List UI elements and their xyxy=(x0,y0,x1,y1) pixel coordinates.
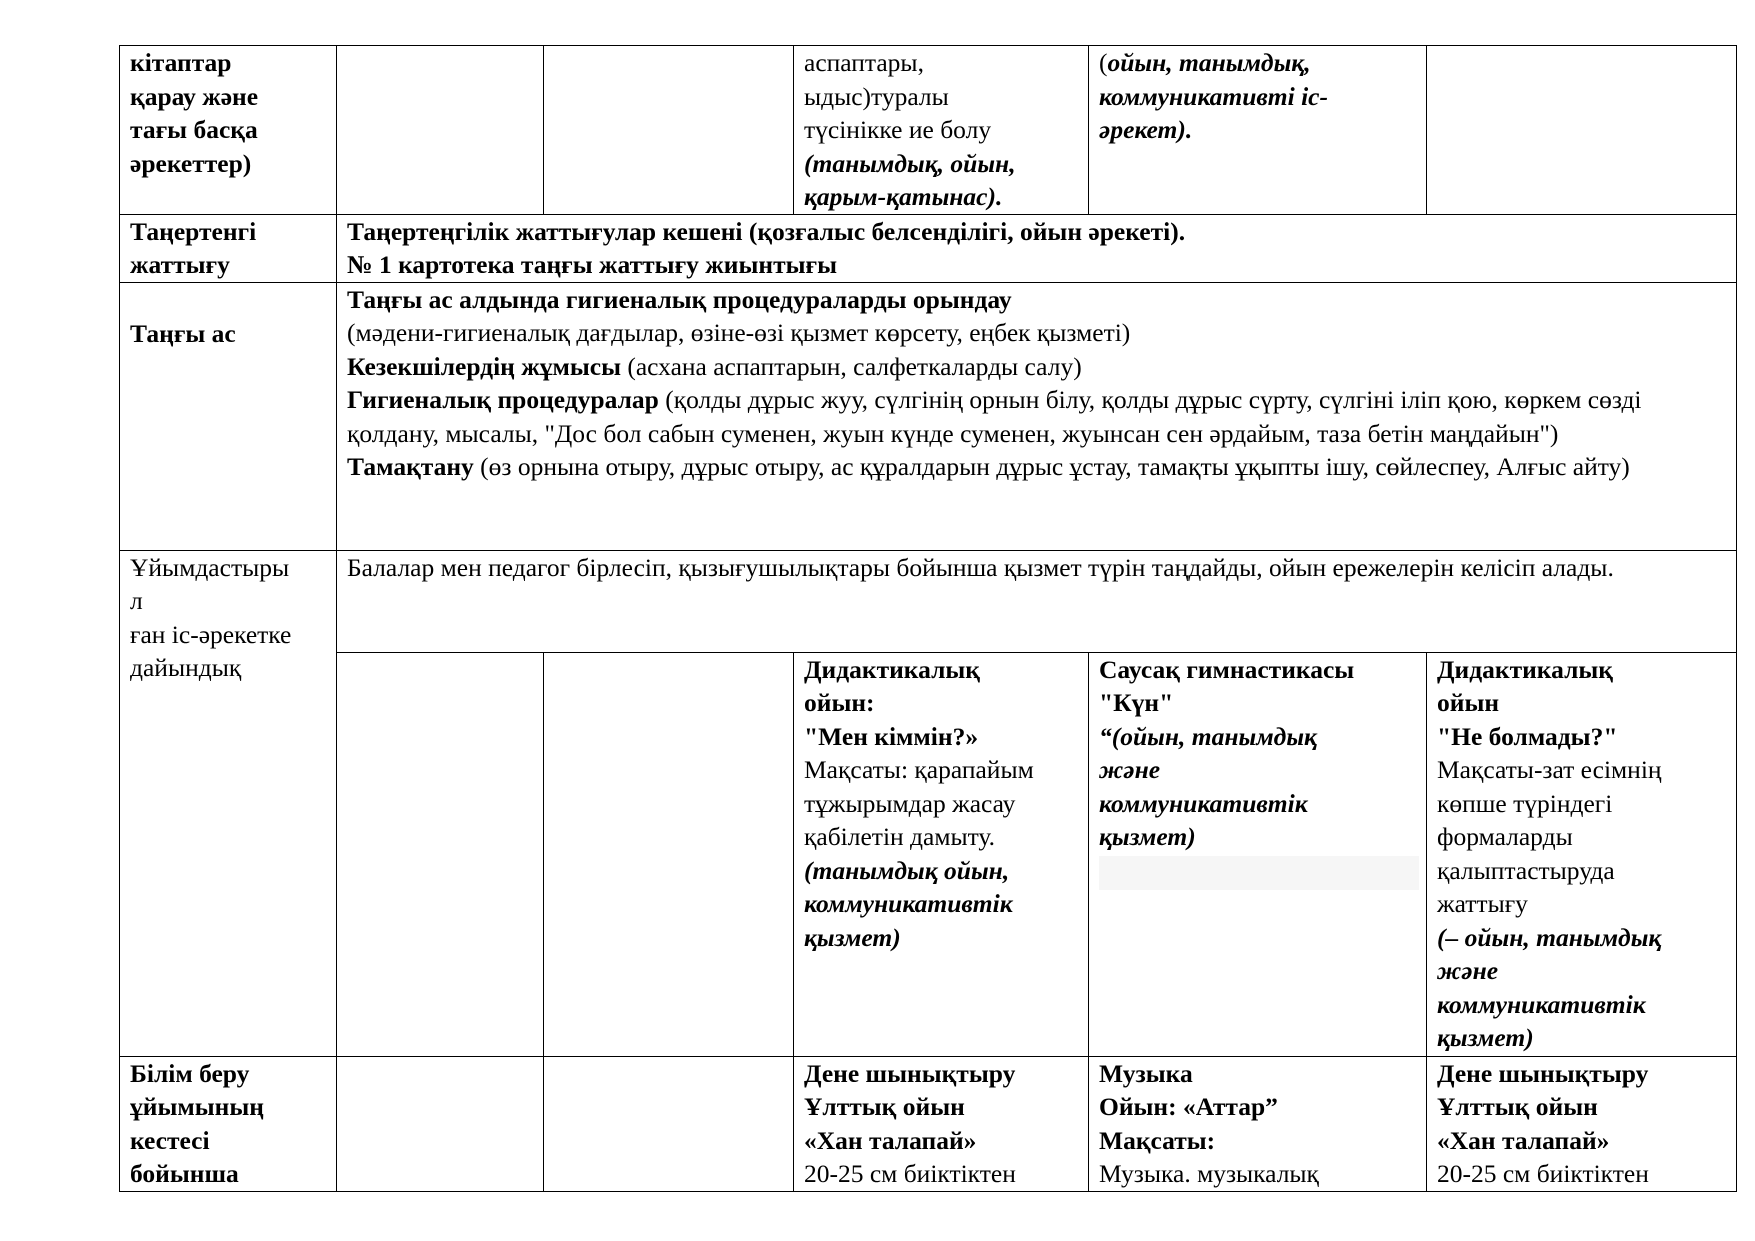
row-label-activity-prep xyxy=(120,550,337,1056)
label-line: Таңертенгі xyxy=(130,216,257,246)
subject-title: Дене шынықтыру xyxy=(804,1058,1016,1088)
activity-type: ойын, танымдық, xyxy=(1107,48,1311,77)
label-line: қарау және xyxy=(130,81,259,111)
activity-type: (– ойын, танымдық xyxy=(1437,922,1662,952)
hygiene-text: (қолды дұрыс жуу, сүлгінің орнын білу, қолды дұрыс сүрту, сүлгіні іліп қою, көркем сөзді қолдану, мысалы, "Дос бол сабын суменен, жуын күнде суменен, жуынсан сен әрдайым, таза бетін маңдайын") xyxy=(347,385,1642,448)
game-name: "Мен кіммін?» xyxy=(804,721,979,751)
row-activity-prep xyxy=(120,550,1737,652)
subject-title: Ұлттық ойын xyxy=(804,1092,965,1121)
row-label-morning-exercise xyxy=(120,214,337,282)
duty-text: (асхана аспаптарын, салфеткаларды салу) xyxy=(620,351,1082,381)
game-goal: қалыптастыруда xyxy=(1437,855,1615,885)
game-cell-wednesday xyxy=(794,652,1089,1056)
daily-plan-table xyxy=(119,45,1737,1192)
activity-type: және xyxy=(1099,755,1161,784)
game-name: "Күн" xyxy=(1099,688,1174,717)
label-line: кітаптар xyxy=(130,48,232,77)
subject-title: Музыка xyxy=(1099,1058,1193,1088)
game-name: "Не болмады?" xyxy=(1437,721,1618,751)
activity-type: қызмет) xyxy=(1099,822,1196,851)
game-title: Дидактикалық xyxy=(804,654,980,684)
activity-type: қарым-қатынас). xyxy=(804,182,1003,211)
game-goal: Мақсаты-зат есімнің xyxy=(1437,755,1662,784)
cell-text: аспаптары, xyxy=(804,48,924,77)
activity-type: (танымдық ойын, xyxy=(804,855,1010,885)
game-goal: көпше түріндегі xyxy=(1437,788,1613,818)
label-line: кестесі xyxy=(130,1125,210,1155)
cell-text: түсінікке ие болу xyxy=(804,115,992,144)
game-title: ойын: xyxy=(804,688,875,717)
label-line: Білім беру xyxy=(130,1058,250,1088)
label-line: Ұйымдастыры xyxy=(130,552,290,582)
row-morning-exercise xyxy=(120,214,1737,282)
label-line: бойынша xyxy=(130,1159,239,1188)
game-goal: қабілетін дамыту. xyxy=(804,822,996,851)
empty-cell xyxy=(337,1056,544,1191)
meal-text: (өз орнына отыру, дұрыс отыру, ас құралдарын дұрыс ұстау, тамақты ұқыпты ішу, сөйлеспеу, Алғыс айту) xyxy=(473,452,1630,481)
empty-cell xyxy=(544,1056,794,1191)
meal-label: Тамақтану xyxy=(347,452,474,481)
empty-cell xyxy=(544,46,794,215)
goal-label: Мақсаты: xyxy=(1099,1125,1216,1155)
subject-title: Дене шынықтыру xyxy=(1437,1058,1649,1088)
game-cell-thursday xyxy=(1089,652,1427,1056)
activity-cell-wednesday xyxy=(794,46,1089,215)
open-paren: ( xyxy=(1099,48,1108,77)
breakfast-subheading: (мәдени-гигиеналық дағдылар, өзіне-өзі қызмет көрсету, еңбек қызметі) xyxy=(347,318,1131,347)
game-goal: тұжырымдар жасау xyxy=(804,788,1016,818)
subject-title: Ұлттық ойын xyxy=(1437,1092,1598,1121)
row-didactic-games xyxy=(120,652,1737,1056)
empty-cell xyxy=(1427,46,1737,215)
game-name: Ойын: «Аттар” xyxy=(1099,1092,1278,1121)
row-label-book-activities xyxy=(120,46,337,215)
game-title: Саусақ гимнастикасы xyxy=(1099,654,1355,684)
schedule-cell-thursday xyxy=(1089,1056,1427,1191)
activity-prep-content xyxy=(337,550,1737,652)
breakfast-heading: Таңғы ас алдында гигиеналық процедураларды орындау xyxy=(347,284,1012,314)
schedule-cell-friday xyxy=(1427,1056,1737,1191)
row-book-activities xyxy=(120,46,1737,215)
row-schedule xyxy=(120,1056,1737,1191)
activity-type: (танымдық, ойын, xyxy=(804,148,1016,178)
empty-cell xyxy=(544,652,794,1056)
breakfast-content xyxy=(337,282,1737,550)
game-goal: формаларды xyxy=(1437,822,1573,851)
activity-type: және xyxy=(1437,956,1499,985)
label-line: әрекеттер) xyxy=(130,148,252,178)
activity-type: “(ойын, танымдық xyxy=(1099,721,1317,751)
subject-text: 20-25 см биіктіктен xyxy=(804,1159,1016,1188)
game-name: «Хан талапай» xyxy=(804,1125,977,1155)
activity-cell-thursday xyxy=(1089,46,1427,215)
label-line: л xyxy=(130,586,143,615)
game-cell-friday xyxy=(1427,652,1737,1056)
activity-prep-text: Балалар мен педагог бірлесіп, қызығушылықтары бойынша қызмет түрін таңдайды, ойын ережелерін келісіп алады. xyxy=(347,552,1614,582)
row-breakfast xyxy=(120,282,1737,550)
activity-type: коммуникативтік xyxy=(804,889,1013,918)
activity-type: әрекет). xyxy=(1099,115,1193,144)
game-name: «Хан талапай» xyxy=(1437,1125,1610,1155)
exercise-line: Таңертеңгілік жаттығулар кешені (қозғалыс белсенділігі, ойын әрекеті). xyxy=(347,216,1186,246)
label-text: Таңғы ас xyxy=(130,318,236,348)
subject-text: Музыка. музыкалық xyxy=(1099,1159,1319,1188)
empty-cell xyxy=(337,46,544,215)
exercise-line: № 1 картотека таңғы жаттығу жиынтығы xyxy=(347,250,838,279)
row-label-schedule xyxy=(120,1056,337,1191)
row-label-breakfast xyxy=(120,282,337,550)
faint-highlight xyxy=(1099,856,1419,890)
label-line: ұйымының xyxy=(130,1092,264,1121)
activity-type: коммуникативтік xyxy=(1099,788,1308,818)
activity-type: коммуникативтік xyxy=(1437,989,1646,1019)
duty-label: Кезекшілердің жұмысы xyxy=(347,351,621,381)
morning-exercise-content xyxy=(337,214,1737,282)
activity-type: қызмет) xyxy=(1437,1023,1534,1052)
subject-text: 20-25 см биіктіктен xyxy=(1437,1159,1649,1188)
game-title: Дидактикалық xyxy=(1437,654,1613,684)
cell-text: ыдыс)туралы xyxy=(804,81,949,111)
activity-type: коммуникативті іс- xyxy=(1099,81,1328,111)
label-line: тағы басқа xyxy=(130,115,258,144)
game-goal: Мақсаты: қарапайым xyxy=(804,755,1034,784)
empty-cell xyxy=(337,652,544,1056)
hygiene-label: Гигиеналық процедуралар xyxy=(347,385,659,414)
label-line: дайындық xyxy=(130,653,242,682)
activity-type: қызмет) xyxy=(804,922,901,952)
game-goal: жаттығу xyxy=(1437,889,1528,918)
label-line: жаттығу xyxy=(130,250,230,279)
label-line: ған іс-әрекетке xyxy=(130,619,292,649)
game-title: ойын xyxy=(1437,688,1500,717)
schedule-cell-wednesday xyxy=(794,1056,1089,1191)
